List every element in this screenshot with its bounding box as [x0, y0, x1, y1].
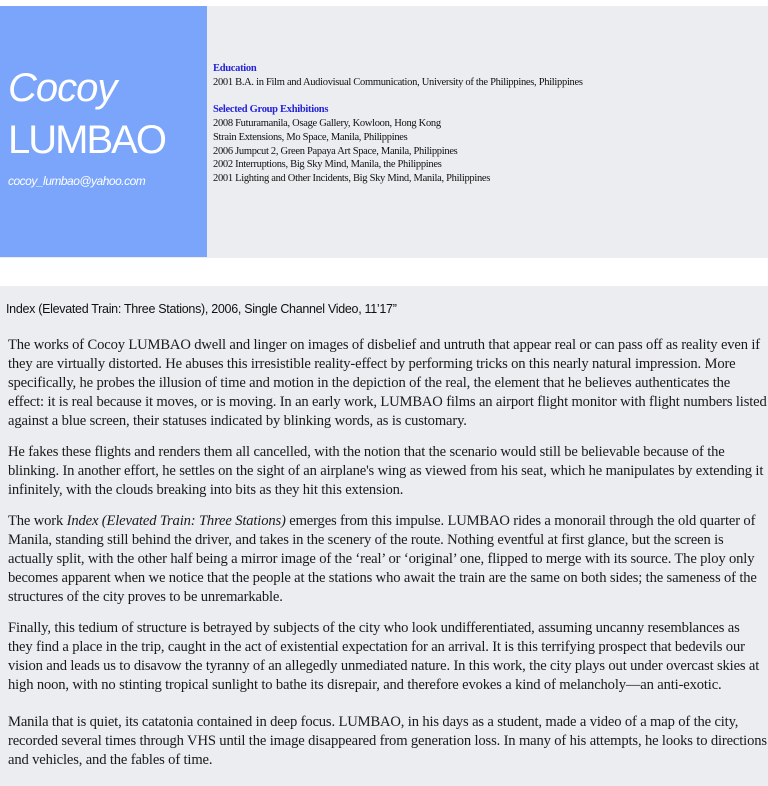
essay-paragraph: He fakes these flights and renders them all cancelled, with the notion that the scenario would still be believable because of the blinking. In another effort, he settles on the sight of an airplane's wing as viewed from his seat, which he manipulates by extending it infinitely, with the clouds breaking into bits as they hit this extension.: [8, 444, 764, 498]
artist-name-panel: [0, 6, 207, 257]
exhibition-item: 2008 Futuramanila, Osage Gallery, Kowloon, Hong Kong: [213, 118, 441, 130]
essay-text: emerges from this impulse. LUMBAO rides a monorail through the old quarter of Manila, standing still behind the driver, and takes in the scenery of the route. Nothing eventful at first glance, but the screen is actually split, with the other half being a mirror image of the ‘real’ or ‘original’ one, flipped to merge with its source. The ploy only becomes apparent when we notice that the people at the stations who await the train are the same on both sides; the sameness of the structures of the city proves to be unremarkable.: [8, 513, 757, 605]
essay-paragraph: Finally, this tedium of structure is betrayed by subjects of the city who look undifferentiated, assuming uncanny resemblances as they find a place in the trip, caught in the act of existential expectation for an arrival. It is this terrifying prospect that bedevils our vision and leads us to disavow the tyranny of an allegedly unmediated nature. In this work, the city plays out under overcast skies at high noon, with no stinting tropical sunlight to bathe its disrepair, and therefore evokes a kind of melancholy—an anti-exotic.: [8, 620, 760, 693]
essay-body: [8, 336, 767, 782]
essay-paragraph: Manila that is quiet, its catatonia contained in deep focus. LUMBAO, in his days as a student, made a video of a map of the city, recorded several times through VHS until the image disappeared from generation loss. In many of his attempts, he looks to directions and vehicles, and the fables of time.: [8, 714, 767, 768]
cv-section: [213, 62, 765, 186]
exhibition-item: 2006 Jumpcut 2, Green Papaya Art Space, Manila, Philippines: [213, 145, 458, 157]
cv-spacer: [213, 89, 765, 103]
exhibition-item: 2002 Interruptions, Big Sky Mind, Manila, the Philippines: [213, 159, 442, 171]
essay-paragraph: [8, 512, 767, 607]
essay-paragraph: The works of Cocoy LUMBAO dwell and linger on images of disbelief and untruth that appear real or can pass off as reality even if they are virtually distorted. He abuses this irresistible reality-effect by performing tricks on this nearly natural impression. More specifically, he probes the illusion of time and motion in the depiction of the real, the element that he believes authenticates the effect: it is real because it moves, or is moving. In an early work, LUMBAO films an airport flight monitor with flight numbers listed against a blue screen, their statuses indicated by blinking words, as is customary.: [8, 337, 767, 429]
education-heading: Education: [213, 63, 257, 74]
work-title: Index (Elevated Train: Three Stations), 2006, Single Channel Video, 11’17”: [6, 302, 397, 316]
work-title-italic: Index (Elevated Train: Three Stations): [66, 513, 286, 529]
exhibitions-heading: Selected Group Exhibitions: [213, 104, 329, 116]
artist-first-name: Cocoy: [8, 66, 117, 110]
exhibition-item: 2001 Lighting and Other Incidents, Big Sky Mind, Manila, Philippines: [213, 172, 491, 184]
essay-text: The work: [8, 513, 67, 529]
artist-email[interactable]: cocoy_lumbao@yahoo.com: [8, 174, 146, 188]
artist-last-name: LUMBAO: [8, 118, 165, 162]
education-item: 2001 B.A. in Film and Audiovisual Communication, University of the Philippines, Philippines: [213, 76, 583, 88]
exhibition-item: Strain Extensions, Mo Space, Manila, Philippines: [213, 131, 408, 143]
